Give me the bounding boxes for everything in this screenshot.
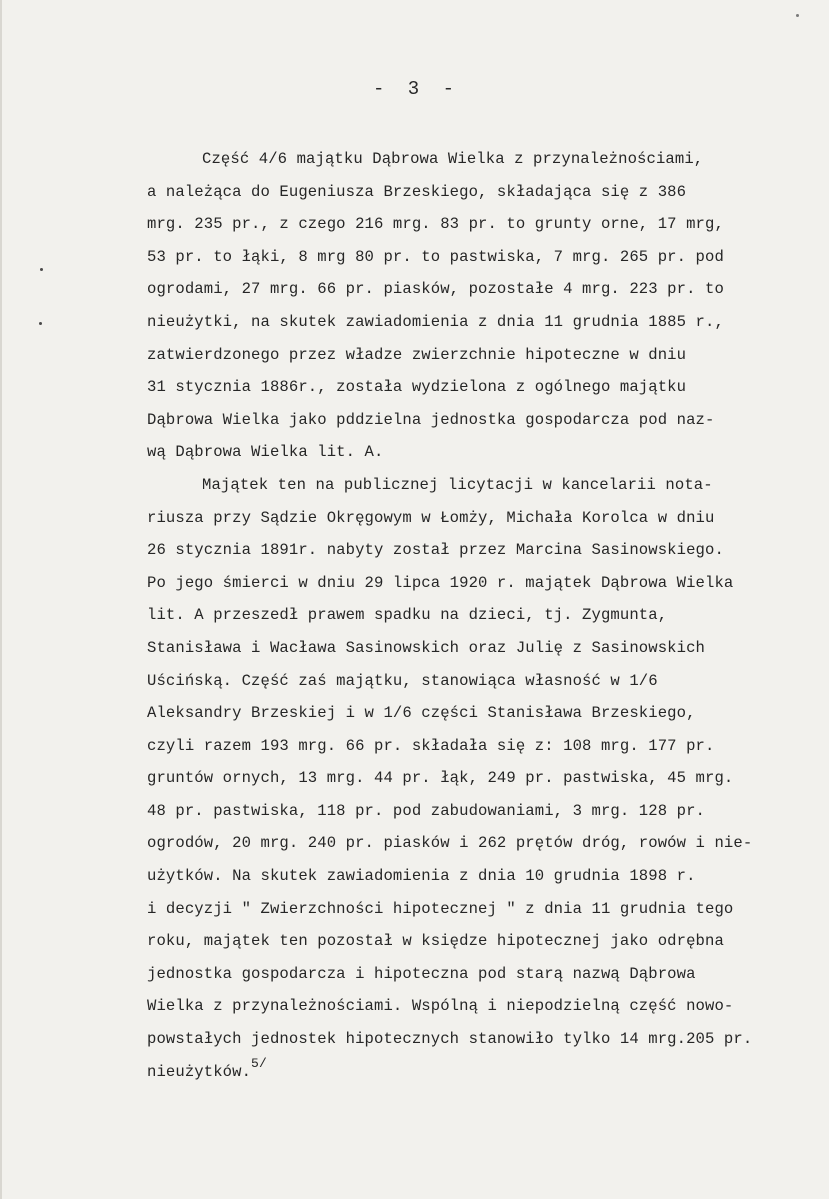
text-line-content: nieużytków. bbox=[147, 1062, 252, 1081]
text-line: czyli razem 193 mrg. 66 pr. składała się z: 108 mrg. 177 pr. bbox=[147, 736, 715, 755]
footnote-reference: 5/ bbox=[251, 1055, 267, 1071]
text-line: i decyzji " Zwierzchności hipotecznej " z dnia 11 grudnia tego bbox=[147, 899, 734, 918]
text-line: zatwierdzonego przez władze zwierzchnie hipoteczne w dniu bbox=[147, 345, 687, 364]
text-line: Uścińską. Część zaś majątku, stanowiąca własność w 1/6 bbox=[147, 671, 658, 690]
text-line: użytków. Na skutek zawiadomienia z dnia 10 grudnia 1898 r. bbox=[147, 867, 696, 886]
text-line: gruntów ornych, 13 mrg. 44 pr. łąk, 249 pr. pastwiska, 45 mrg. bbox=[147, 769, 734, 788]
text-line: 26 stycznia 1891r. nabyty został przez Marcina Sasinowskiego. bbox=[147, 541, 724, 560]
page-number: - 3 - bbox=[372, 78, 460, 100]
document-body bbox=[147, 143, 812, 1088]
text-line: wą Dąbrowa Wielka lit. A. bbox=[147, 443, 384, 462]
text-line: Część 4/6 majątku Dąbrowa Wielka z przynależnościami, bbox=[202, 150, 704, 168]
text-line-last bbox=[147, 1056, 812, 1089]
text-line: Stanisława i Wacława Sasinowskich oraz Julię z Sasinowskich bbox=[147, 638, 706, 657]
text-line: powstałych jednostek hipotecznych stanowiło tylko 14 mrg.205 pr. bbox=[147, 1030, 753, 1049]
text-line: ogrodami, 27 mrg. 66 pr. piasków, pozostałe 4 mrg. 223 pr. to bbox=[147, 280, 724, 299]
text-line: roku, majątek ten pozostał w księdze hipotecznej jako odrębna bbox=[147, 932, 724, 951]
text-line: Po jego śmierci w dniu 29 lipca 1920 r. majątek Dąbrowa Wielka bbox=[147, 573, 734, 592]
text-line: ogrodów, 20 mrg. 240 pr. piasków i 262 prętów dróg, rowów i nie- bbox=[147, 834, 753, 853]
text-line: a należąca do Eugeniusza Brzeskiego, składająca się z 386 bbox=[147, 182, 687, 201]
text-line: Dąbrowa Wielka jako pddzielna jednostka gospodarcza pod naz- bbox=[147, 410, 715, 429]
text-line: Wielka z przynależnościami. Wspólną i niepodzielną część nowo- bbox=[147, 997, 734, 1016]
corner-speck bbox=[796, 14, 799, 17]
text-line: Aleksandry Brzeskiej i w 1/6 części Stanisława Brzeskiego, bbox=[147, 704, 696, 723]
text-line: 53 pr. to łąki, 8 mrg 80 pr. to pastwiska, 7 mrg. 265 pr. pod bbox=[147, 247, 724, 266]
text-line: mrg. 235 pr., z czego 216 mrg. 83 pr. to grunty orne, 17 mrg, bbox=[147, 215, 724, 234]
punch-hole-mark bbox=[39, 322, 42, 325]
punch-hole-mark bbox=[40, 268, 43, 271]
text-line: nieużytki, na skutek zawiadomienia z dnia 11 grudnia 1885 r., bbox=[147, 312, 724, 331]
text-line: 48 pr. pastwiska, 118 pr. pod zabudowaniami, 3 mrg. 128 pr. bbox=[147, 801, 706, 820]
text-line: 31 stycznia 1886r., została wydzielona z ogólnego majątku bbox=[147, 378, 687, 397]
text-line: riusza przy Sądzie Okręgowym w Łomży, Michała Korolca w dniu bbox=[147, 508, 715, 527]
text-line: Majątek ten na publicznej licytacji w kancelarii nota- bbox=[202, 475, 713, 494]
text-line: lit. A przeszedł prawem spadku na dzieci, tj. Zygmunta, bbox=[147, 606, 668, 625]
text-line: jednostka gospodarcza i hipoteczna pod starą nazwą Dąbrowa bbox=[147, 964, 696, 983]
